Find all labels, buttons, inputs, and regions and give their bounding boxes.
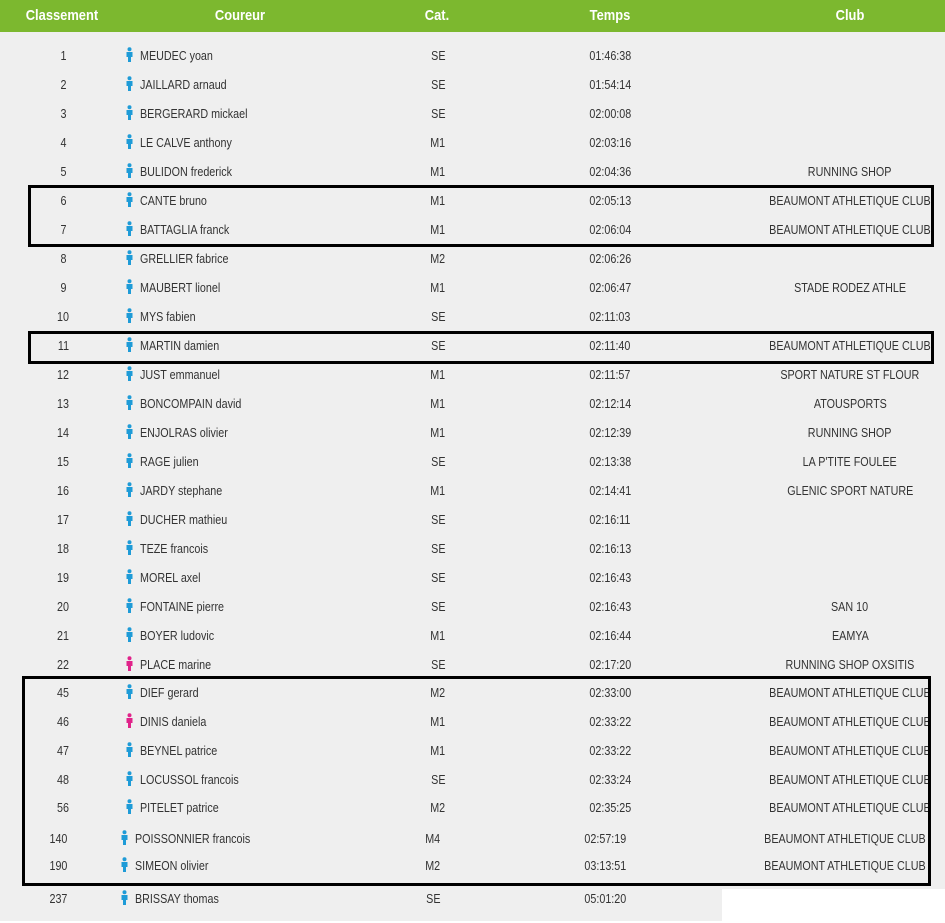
runner-cell: DIEF gerard <box>125 679 208 708</box>
rank-cell: 13 <box>57 397 69 411</box>
table-row <box>0 303 945 332</box>
male-runner-icon <box>125 78 140 92</box>
runner-cell: MARTIN damien <box>125 332 232 361</box>
runner-cell: BONCOMPAIN david <box>125 390 258 419</box>
club-cell <box>740 245 945 274</box>
table-row <box>0 129 945 158</box>
club-cell: BEAUMONT ATHLETIQUE CLUB <box>769 223 931 237</box>
table-row <box>0 477 945 506</box>
highlight-box-beaumont-group <box>22 676 931 886</box>
runner-cell: BRISSAY thomas <box>120 885 233 914</box>
runner-cell: BEYNEL patrice <box>125 737 230 766</box>
rank-cell: 46 <box>57 715 69 729</box>
rank-cell: 14 <box>57 426 69 440</box>
club-cell <box>740 535 945 564</box>
category-cell: M1 <box>430 484 446 498</box>
club-cell <box>740 42 945 71</box>
rank-cell: 15 <box>57 455 69 469</box>
club-cell: BEAUMONT ATHLETIQUE CLUB <box>769 744 931 758</box>
category-cell: SE <box>430 455 446 469</box>
category-cell: M1 <box>430 136 446 150</box>
time-cell: 02:11:03 <box>589 310 631 324</box>
highlight-box-beaumont-11 <box>28 331 934 364</box>
runner-cell: DUCHER mathieu <box>125 506 241 535</box>
club-cell: SPORT NATURE ST FLOUR <box>780 368 920 382</box>
category-cell: SE <box>425 892 441 906</box>
time-cell: 02:12:14 <box>589 397 631 411</box>
table-header <box>0 0 945 32</box>
table-row <box>0 419 945 448</box>
runner-cell: PLACE marine <box>125 651 223 680</box>
time-cell: 02:06:04 <box>589 223 631 237</box>
rank-cell: 56 <box>57 801 69 815</box>
table-row <box>0 71 945 100</box>
time-cell: 02:33:22 <box>589 715 631 729</box>
time-cell: 02:03:16 <box>589 136 631 150</box>
club-cell <box>740 71 945 100</box>
runner-cell: TEZE francois <box>125 535 219 564</box>
time-cell: 02:16:43 <box>589 571 631 585</box>
runner-cell: BOYER ludovic <box>125 622 226 651</box>
time-cell: 02:11:40 <box>589 339 631 353</box>
runner-cell: MEUDEC yoan <box>125 42 225 71</box>
club-cell <box>740 564 945 593</box>
time-cell: 02:13:38 <box>589 455 631 469</box>
time-cell: 02:04:36 <box>589 165 631 179</box>
header-category: Cat. <box>424 7 450 24</box>
table-row <box>0 506 945 535</box>
club-cell: BEAUMONT ATHLETIQUE CLUB <box>769 339 931 353</box>
rank-cell: 47 <box>57 744 69 758</box>
male-runner-icon <box>125 281 140 295</box>
club-cell: SAN 10 <box>831 600 869 614</box>
runner-cell: PITELET patrice <box>125 794 231 823</box>
table-row <box>0 564 945 593</box>
club-cell: BEAUMONT ATHLETIQUE CLUB <box>764 832 926 846</box>
male-runner-icon <box>125 49 140 63</box>
category-cell: SE <box>430 513 446 527</box>
rank-cell: 48 <box>57 773 69 787</box>
runner-cell: BERGERARD mickael <box>125 100 265 129</box>
club-cell <box>740 129 945 158</box>
category-cell: M1 <box>430 715 446 729</box>
runner-cell: MOREL axel <box>125 564 210 593</box>
rank-cell: 21 <box>57 629 69 643</box>
category-cell: SE <box>430 310 446 324</box>
runner-cell: GRELLIER fabrice <box>125 245 243 274</box>
table-row <box>0 390 945 419</box>
club-cell: BEAUMONT ATHLETIQUE CLUB <box>769 715 931 729</box>
time-cell: 02:00:08 <box>589 107 631 121</box>
club-cell: STADE RODEZ ATHLE <box>794 281 906 295</box>
category-cell: M1 <box>430 629 446 643</box>
table-row <box>0 593 945 622</box>
rank-cell: 45 <box>57 686 69 700</box>
table-row <box>0 448 945 477</box>
time-cell: 02:06:26 <box>589 252 631 266</box>
club-cell: BEAUMONT ATHLETIQUE CLUB <box>764 859 926 873</box>
male-runner-icon <box>125 397 140 411</box>
male-runner-icon <box>125 310 140 324</box>
category-cell: M1 <box>430 165 446 179</box>
male-runner-icon <box>125 252 140 266</box>
club-cell: RUNNING SHOP <box>808 165 892 179</box>
time-cell: 03:13:51 <box>584 859 626 873</box>
category-cell: SE <box>430 658 446 672</box>
male-runner-icon <box>125 136 140 150</box>
club-cell: GLENIC SPORT NATURE <box>786 484 914 498</box>
rank-cell: 22 <box>57 658 69 672</box>
time-cell: 02:35:25 <box>589 801 631 815</box>
runner-cell: SIMEON olivier <box>120 852 220 881</box>
rank-cell: 7 <box>60 223 66 237</box>
runner-cell: BATTAGLIA franck <box>125 216 244 245</box>
category-cell: SE <box>430 600 446 614</box>
male-runner-icon <box>125 629 140 643</box>
time-cell: 02:16:44 <box>589 629 631 643</box>
rank-cell: 3 <box>60 107 66 121</box>
rank-cell: 17 <box>57 513 69 527</box>
category-cell: M1 <box>430 368 446 382</box>
club-cell: LA P'TITE FOULEE <box>802 455 898 469</box>
male-runner-icon <box>125 368 140 382</box>
category-cell: SE <box>430 49 446 63</box>
club-cell: RUNNING SHOP <box>808 426 892 440</box>
rank-cell: 4 <box>60 136 66 150</box>
male-runner-icon <box>120 892 135 906</box>
category-cell: M1 <box>430 397 446 411</box>
table-row <box>0 42 945 71</box>
club-cell: BEAUMONT ATHLETIQUE CLUB <box>769 194 931 208</box>
club-cell: EAMYA <box>831 629 869 643</box>
time-cell: 01:46:38 <box>589 49 631 63</box>
club-cell <box>735 885 945 914</box>
time-cell: 05:01:20 <box>584 892 626 906</box>
time-cell: 02:33:24 <box>589 773 631 787</box>
runner-cell: ENJOLRAS olivier <box>125 419 242 448</box>
category-cell: SE <box>430 78 446 92</box>
rank-cell: 5 <box>60 165 66 179</box>
category-cell: M1 <box>430 194 446 208</box>
male-runner-icon <box>125 600 140 614</box>
runner-cell: POISSONNIER francois <box>120 825 269 854</box>
runner-cell: MAUBERT lionel <box>125 274 233 303</box>
runner-cell: JUST emmanuel <box>125 361 233 390</box>
rank-cell: 16 <box>57 484 69 498</box>
rank-cell: 18 <box>57 542 69 556</box>
category-cell: SE <box>430 773 446 787</box>
time-cell: 02:11:57 <box>589 368 631 382</box>
table-row <box>0 245 945 274</box>
rank-cell: 237 <box>49 892 67 906</box>
table-row <box>0 158 945 187</box>
highlight-box-beaumont-6-7 <box>28 185 934 247</box>
time-cell: 02:16:13 <box>589 542 631 556</box>
runner-cell: LE CALVE anthony <box>125 129 247 158</box>
category-cell: M2 <box>430 252 446 266</box>
male-runner-icon <box>125 107 140 121</box>
club-cell: BEAUMONT ATHLETIQUE CLUB <box>769 773 931 787</box>
time-cell: 02:12:39 <box>589 426 631 440</box>
time-cell: 02:33:22 <box>589 744 631 758</box>
header-rank: Classement <box>25 7 99 24</box>
category-cell: SE <box>430 571 446 585</box>
club-cell: ATOUSPORTS <box>813 397 887 411</box>
time-cell: 01:54:14 <box>589 78 631 92</box>
male-runner-icon <box>125 165 140 179</box>
category-cell: SE <box>430 339 446 353</box>
time-cell: 02:57:19 <box>584 832 626 846</box>
club-cell <box>740 506 945 535</box>
club-cell <box>740 100 945 129</box>
table-row <box>0 361 945 390</box>
runner-cell: MYS fabien <box>125 303 205 332</box>
time-cell: 02:16:43 <box>589 600 631 614</box>
table-row <box>0 100 945 129</box>
runner-cell: FONTAINE pierre <box>125 593 238 622</box>
rank-cell: 140 <box>49 832 67 846</box>
male-runner-icon <box>125 484 140 498</box>
header-time: Temps <box>589 7 631 24</box>
male-runner-icon <box>125 542 140 556</box>
club-cell: RUNNING SHOP OXSITIS <box>785 658 915 672</box>
header-club: Club <box>835 7 865 24</box>
runner-cell: DINIS daniela <box>125 708 217 737</box>
category-cell: M1 <box>430 281 446 295</box>
table-row <box>0 535 945 564</box>
time-cell: 02:33:00 <box>589 686 631 700</box>
runner-cell: JAILLARD arnaud <box>125 71 241 100</box>
runner-cell: LOCUSSOL francois <box>125 766 255 795</box>
time-cell: 02:06:47 <box>589 281 631 295</box>
category-cell: M1 <box>430 744 446 758</box>
header-runner: Coureur <box>214 7 266 24</box>
category-cell: SE <box>430 107 446 121</box>
male-runner-icon <box>125 513 140 527</box>
rank-cell: 190 <box>49 859 67 873</box>
male-runner-icon <box>125 426 140 440</box>
male-runner-icon <box>125 455 140 469</box>
male-runner-icon <box>125 571 140 585</box>
time-cell: 02:17:20 <box>589 658 631 672</box>
runner-cell: RAGE julien <box>125 448 208 477</box>
table-row <box>0 622 945 651</box>
time-cell: 02:16:11 <box>589 513 631 527</box>
rank-cell: 1 <box>60 49 66 63</box>
club-cell <box>740 303 945 332</box>
rank-cell: 9 <box>60 281 66 295</box>
runner-cell: JARDY stephane <box>125 477 236 506</box>
time-cell: 02:05:13 <box>589 194 631 208</box>
category-cell: M2 <box>430 801 446 815</box>
female-runner-icon <box>125 658 140 672</box>
table-row <box>0 885 945 914</box>
table-row <box>0 274 945 303</box>
rank-cell: 6 <box>60 194 66 208</box>
category-cell: M1 <box>430 426 446 440</box>
runner-cell: CANTE bruno <box>125 187 218 216</box>
runner-cell: BULIDON frederick <box>125 158 247 187</box>
rank-cell: 2 <box>60 78 66 92</box>
club-cell: BEAUMONT ATHLETIQUE CLUB <box>769 686 931 700</box>
category-cell: SE <box>430 542 446 556</box>
category-cell: M2 <box>425 859 441 873</box>
category-cell: M1 <box>430 223 446 237</box>
time-cell: 02:14:41 <box>589 484 631 498</box>
rank-cell: 10 <box>57 310 69 324</box>
rank-cell: 20 <box>57 600 69 614</box>
category-cell: M2 <box>430 686 446 700</box>
rank-cell: 11 <box>57 339 69 353</box>
category-cell: M4 <box>425 832 441 846</box>
rank-cell: 19 <box>57 571 69 585</box>
club-cell: BEAUMONT ATHLETIQUE CLUB <box>769 801 931 815</box>
rank-cell: 12 <box>57 368 69 382</box>
rank-cell: 8 <box>60 252 66 266</box>
